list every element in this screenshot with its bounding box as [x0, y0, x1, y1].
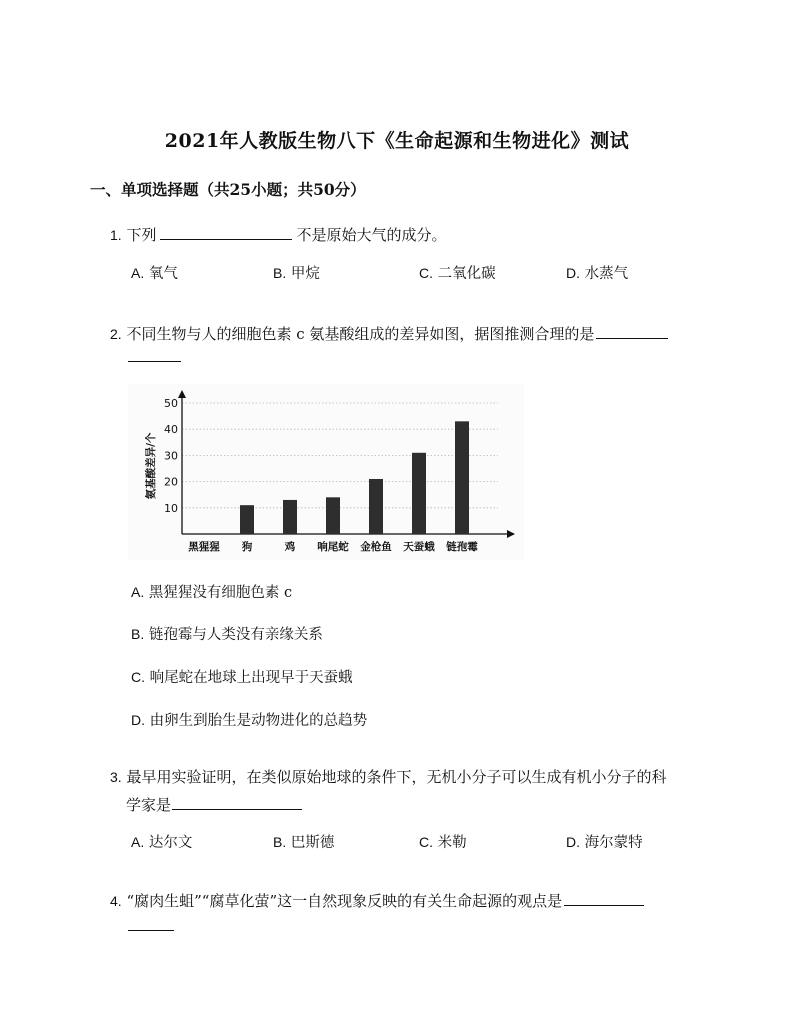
option-b — [131, 623, 323, 644]
question-1 — [110, 224, 447, 245]
option-label: A. — [131, 584, 145, 600]
answer-blank — [564, 891, 644, 906]
option-label: B. — [273, 834, 287, 850]
bar — [240, 505, 254, 534]
question-number: 2. — [110, 326, 122, 342]
answer-blank — [160, 225, 292, 240]
bar-chart — [128, 384, 524, 560]
option-d — [566, 831, 643, 852]
y-tick-label: 50 — [164, 397, 178, 410]
option-text: 响尾蛇在地球上出现早于天蚕蛾 — [149, 670, 353, 686]
bar — [283, 500, 297, 534]
option-d — [131, 709, 367, 730]
x-tick-label: 金枪鱼 — [360, 541, 392, 553]
y-tick-label: 40 — [164, 423, 178, 437]
question-text: 不同生物与人的细胞色素 c 氨基酸组成的差异如图，据图推测合理的是 — [126, 325, 595, 343]
option-label: D. — [566, 834, 580, 850]
question-number: 1. — [110, 227, 122, 243]
question-2 — [110, 323, 672, 344]
option-a — [131, 831, 192, 852]
bar — [412, 453, 426, 534]
option-label: C. — [419, 265, 433, 281]
question-4 — [110, 890, 648, 911]
y-axis-arrow — [178, 390, 186, 398]
option-a — [131, 581, 292, 602]
question-text-post: 不是原始大气的成分。 — [296, 226, 447, 244]
option-label: D. — [131, 712, 145, 728]
option-text: 巴斯德 — [290, 835, 335, 851]
option-a — [131, 262, 178, 283]
option-text: 氧气 — [148, 266, 178, 282]
option-label: C. — [419, 834, 433, 850]
option-c — [419, 831, 467, 852]
option-d — [566, 262, 628, 283]
option-label: D. — [566, 265, 580, 281]
x-tick-label: 黑猩猩 — [188, 541, 220, 553]
option-b — [273, 262, 320, 283]
option-text: 甲烷 — [290, 266, 320, 282]
question-number: 3. — [110, 769, 122, 785]
question-3-line2 — [126, 794, 306, 815]
option-c — [131, 666, 353, 687]
question-3 — [110, 766, 666, 787]
y-tick-label: 20 — [164, 475, 178, 489]
option-label: A. — [131, 265, 145, 281]
answer-blank-continued — [128, 347, 181, 362]
question-text-line1: 最早用实验证明，在类似原始地球的条件下，无机小分子可以生成有机小分子的科 — [126, 768, 667, 786]
bar — [369, 479, 383, 534]
option-label: B. — [131, 626, 145, 642]
option-text: 二氧化碳 — [437, 266, 496, 282]
option-text: 米勒 — [437, 835, 467, 851]
option-text: 海尔蒙特 — [584, 835, 643, 851]
x-tick-label: 链孢霉 — [446, 541, 478, 553]
option-text: 达尔文 — [148, 835, 193, 851]
x-tick-label: 鸡 — [284, 541, 296, 553]
y-tick-label: 30 — [164, 449, 178, 463]
page-title: 2021年人教版生物八下《生命起源和生物进化》测试 — [164, 130, 630, 152]
y-tick-label: 10 — [164, 501, 178, 515]
x-axis-arrow — [507, 530, 515, 538]
option-label: B. — [273, 265, 287, 281]
y-axis-label: 氨基酸差异/个 — [145, 432, 157, 500]
option-text: 水蒸气 — [584, 266, 629, 282]
question-text-pre: 下列 — [126, 226, 157, 244]
x-tick-label: 天蚕蛾 — [403, 541, 435, 553]
x-tick-label: 狗 — [241, 541, 253, 553]
option-text: 黑猩猩没有细胞色素 c — [148, 585, 293, 601]
bar — [326, 497, 340, 534]
answer-blank — [596, 324, 668, 339]
answer-blank — [172, 795, 302, 810]
option-text: 链孢霉与人类没有亲缘关系 — [148, 627, 323, 643]
x-tick-label: 响尾蛇 — [317, 541, 349, 553]
option-b — [273, 831, 334, 852]
option-label: A. — [131, 834, 145, 850]
question-text-line2: 学家是 — [126, 796, 172, 814]
section-heading: 一、单项选择题（共25小题；共50分） — [90, 180, 366, 199]
option-c — [419, 262, 496, 283]
bar — [455, 421, 469, 534]
question-number: 4. — [110, 893, 122, 909]
option-text: 由卵生到胎生是动物进化的总趋势 — [149, 713, 368, 729]
answer-blank-continued — [128, 916, 174, 931]
question-text: “腐肉生蛆”“腐草化萤”这一自然现象反映的有关生命起源的观点是 — [126, 892, 563, 910]
bar-chart-svg — [128, 384, 524, 560]
option-label: C. — [131, 669, 145, 685]
